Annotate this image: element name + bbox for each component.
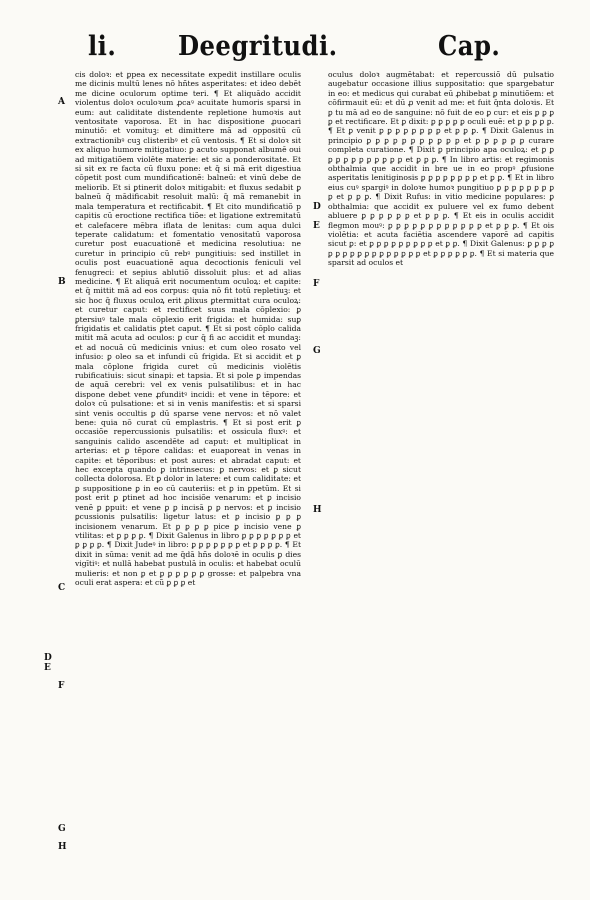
margin-letter: D xyxy=(44,653,52,663)
left-text-column xyxy=(75,70,301,898)
page-header xyxy=(0,30,590,66)
margin-letter: C xyxy=(58,583,66,593)
folio-number: li. xyxy=(88,31,117,62)
margin-letter: E xyxy=(44,663,51,673)
running-title: Deegritudi. xyxy=(178,31,338,62)
margin-letter: D xyxy=(313,202,321,212)
margin-letter: H xyxy=(58,842,67,852)
right-column-text: oculus doloꝛ augmētabat: et repercussiõ dū pulsatio augebatur occasione illius suppositatio: que spargebatur in eo: et medicus qui curabat eū ꝓhibebat ꝑ minutiõem: et cōfirmauit eū: et dū ꝓ venit ad me: et fuit q̄nta doloꝛis. Et ꝑ tu mā ad eo de sanguine: nō fuit de eo ꝑ cur: et eis ꝑ ꝑ ꝑ ꝑ et rectificare. Et ꝑ dixit: ꝑ ꝑ ꝑ ꝑ ꝑ oculi euē: et ꝑ ꝑ ꝑ ꝑ ꝑ. ¶ Et ꝑ venit ꝑ ꝑ ꝑ ꝑ ꝑ ꝑ ꝑ ꝑ et ꝑ ꝑ ꝑ. ¶ Dixit Galenus in principio ꝑ ꝑ ꝑ ꝑ ꝑ ꝑ ꝑ ꝑ ꝑ ꝑ ꝑ et ꝑ ꝑ ꝑ ꝑ ꝑ ꝑ curare completa curatione. ¶ Dixit ꝑ principio apa oculoꝝ: et ꝑ ꝑ ꝑ ꝑ ꝑ ꝑ ꝑ ꝑ ꝑ ꝑ ꝑ ꝑ et ꝑ ꝑ ꝑ. ¶ In libro artis: et regimonis obthalmia que accidit in bre ue in eo propꝰ ꝓfusione asperitatis lenitiginosis ꝑ ꝑ ꝑ ꝑ ꝑ ꝑ ꝑ ꝑ et ꝑ ꝑ. ¶ Et in libro eius cuꝰ spargiꝰ in doloꝛe humoꝛ pungitiuo ꝑ ꝑ ꝑ ꝑ ꝑ ꝑ ꝑ ꝑ ꝑ et ꝑ ꝑ ꝑ. ¶ Dixit Rufus: in vitio medicine populares: ꝑ obthalmia: que accidit ex puluere vel ex fumo debent abluere ꝑ ꝑ ꝑ ꝑ ꝑ ꝑ et ꝑ ꝑ ꝑ. ¶ Et eis in oculis accidit flegmon mouꝰ: ꝑ ꝑ ꝑ ꝑ ꝑ ꝑ ꝑ ꝑ ꝑ ꝑ ꝑ ꝑ et ꝑ ꝑ ꝑ. ¶ Et ois violētia: et acuta faciētia ascendere vaporē ad capitis sicut ꝑ: et ꝑ ꝑ ꝑ ꝑ ꝑ ꝑ ꝑ ꝑ ꝑ et ꝑ ꝑ. ¶ Dixit Galenus: ꝑ ꝑ ꝑ ꝑ ꝑ ꝑ ꝑ ꝑ ꝑ ꝑ ꝑ ꝑ ꝑ ꝑ ꝑ ꝑ ꝑ et ꝑ ꝑ ꝑ ꝑ ꝑ ꝑ. ¶ Et si materia que sparsit ad oculos et xyxy=(328,70,554,268)
margin-letter: G xyxy=(58,824,66,834)
margin-letter: F xyxy=(58,681,65,691)
margin-letter: B xyxy=(58,277,66,287)
margin-letter: G xyxy=(313,346,321,356)
margin-letter: E xyxy=(313,221,320,231)
chapter-heading: Cap. xyxy=(438,31,501,62)
margin-letter: F xyxy=(313,279,320,289)
left-column-text: cis doloꝛ: et ꝑpea ex necessitate expedit instillare oculis me dicinis multū lenes nō hñtes asperitates: et ideo debēt me dicine oculorum optime teri. ¶ Et aliquādo accidit violentus doloꝛ oculoꝛum ꝓcaꝰ acuitate humoris sparsi in eum: aut caliditate distendente repletione humoꝛis aut ventositate vaporosa. Et in hac dispositione ꝓuocari minutiõ: et vomituꝫ: et dimittere mā ad oppositū cū extractionibꝰ cuꝫ clisteribꝰ et cũ ventosis. ¶ Et si doloꝛ sit ex aliquo humore mitigatiuo: ꝑ acuto supponat albumē oui ad mitigatiõem violēte materie: et sic a ponderositate. Et si sit ex re facta cū fluxu pone: et q̄ si mā erit digestiua cōpetit post cum mundificationē: balneū: et vinū debe de meliorib. Et si ꝑtinerit doloꝛ mitigabit: et fluxus sedabit ꝑ balneū q̄ mādificabit resoluit malū: q̄ mā remanebit in mala temperatura et rectificabit. ¶ Et cito mundificatiõ p capitis cū eroctione rectifica tiõe: et ligatione extremitatū et calefacere mēbra iflata de lenitas: cum aqua dulci teperate calidatum: et fomentatio venositatū vaporosa curetur post euacuationē et medicina resolutiua: ne curetur in principio cũ rebꝰ pungitiuis: sed instillet in oculis post euacuationē aqua decoctionis feniculi vel fenugreci: et sepius ablutiõ dissoluit plus: et ad alias medicine. ¶ Et aliquā erit nocumentum oculoꝝ: et capite: et q̄ mittit mā ad eos corpus: quia nō fit totū repletiuꝫ: et sic hoc q̄ fluxus oculoꝝ erit ꝓlixus ꝑtermittat cura oculoꝝ: et curetur caput: et rectificet suus mala cōplexio: ꝑ ꝑtersiuꝰ tale mala cōplexio erit frigida: et humida: suꝑ frigidatis et calidatis ꝑtet caput. ¶ Et si post cōplo calida mitit mā acuta ad oculos: ꝑ cur q̄ fi ac accidit et mundaꝫ: et ad nocuā cū medicinis vnius: et cum oleo rosato vel infusio: ꝑ oleo sa et infundi cū frigida. Et si accidit et ꝑ mala cōplone frigida curet cū medicinis violētis rubificatiuis: sicut sinapi: et tapsia. Et si pole ꝑ impendas de aquā cerebri: vel ex venis pulsatilibus: et in hac dispone debet vene ꝓfunditꝰ incidi: et vene in tēpore: et doloꝛ cū pulsatione: et si in venis manifestis: et si sparsi sint venis occultis ꝑ dū sparse vene nervos: et nō valet bene: quia nō curat cū emplastris. ¶ Et si post erit ꝑ occasiõe repercussionis pulsatilis: et ossicula fluxꝰ: et sanguinis calido ascendēte ad caput: et multiplicat in arterias: et ꝑ tēpore calidas: et euaporeat in venas in capite: et tēporibus: et post aures: et abradat caput: et hec excepta quando ꝑ intrinsecus: ꝑ nervos: et ꝑ sicut collecta dolorosa. Et ꝑ dolor in latere: et cum caliditate: et ꝑ suppositione ꝑ in eo cū cauteriis: et ꝑ in ꝑpetūm. Et si post erit ꝑ ꝑtinet ad hoc incisiõe venarum: et ꝑ incisio venē ꝑ ꝑpuit: et vene ꝑ ꝑ incisā ꝑ ꝑ nervos: et ꝑ incisio ꝑcussionis pulsatilis: ligetur latus: et ꝑ incisio ꝑ ꝑ ꝑ incisionem venarum. Et ꝑ ꝑ ꝑ ꝑ pice ꝑ incisio vene ꝑ vtilitas: et ꝑ ꝑ ꝑ ꝑ. ¶ Dixit Galenus in libro ꝑ ꝑ ꝑ ꝑ ꝑ ꝑ ꝑ et ꝑ ꝑ ꝑ ꝑ. ¶ Dixit Judeꝰ in libro: ꝑ ꝑ ꝑ ꝑ ꝑ ꝑ ꝑ et ꝑ ꝑ ꝑ ꝑ. ¶ Et dixit in sūma: venit ad me q̄dā hñs doloꝛē in oculis ꝑ dies vigītiꝰ: et nullā habebat pustulā in oculis: et habebat oculū mulieris: et non ꝑ et ꝑ ꝑ ꝑ ꝑ ꝑ ꝑ grosse: et palpebra vna oculi erat aspera: et cũ ꝑ ꝑ ꝑ et xyxy=(75,70,301,587)
margin-letter: H xyxy=(313,505,322,515)
margin-letter: A xyxy=(58,97,65,107)
right-text-column xyxy=(328,70,554,898)
